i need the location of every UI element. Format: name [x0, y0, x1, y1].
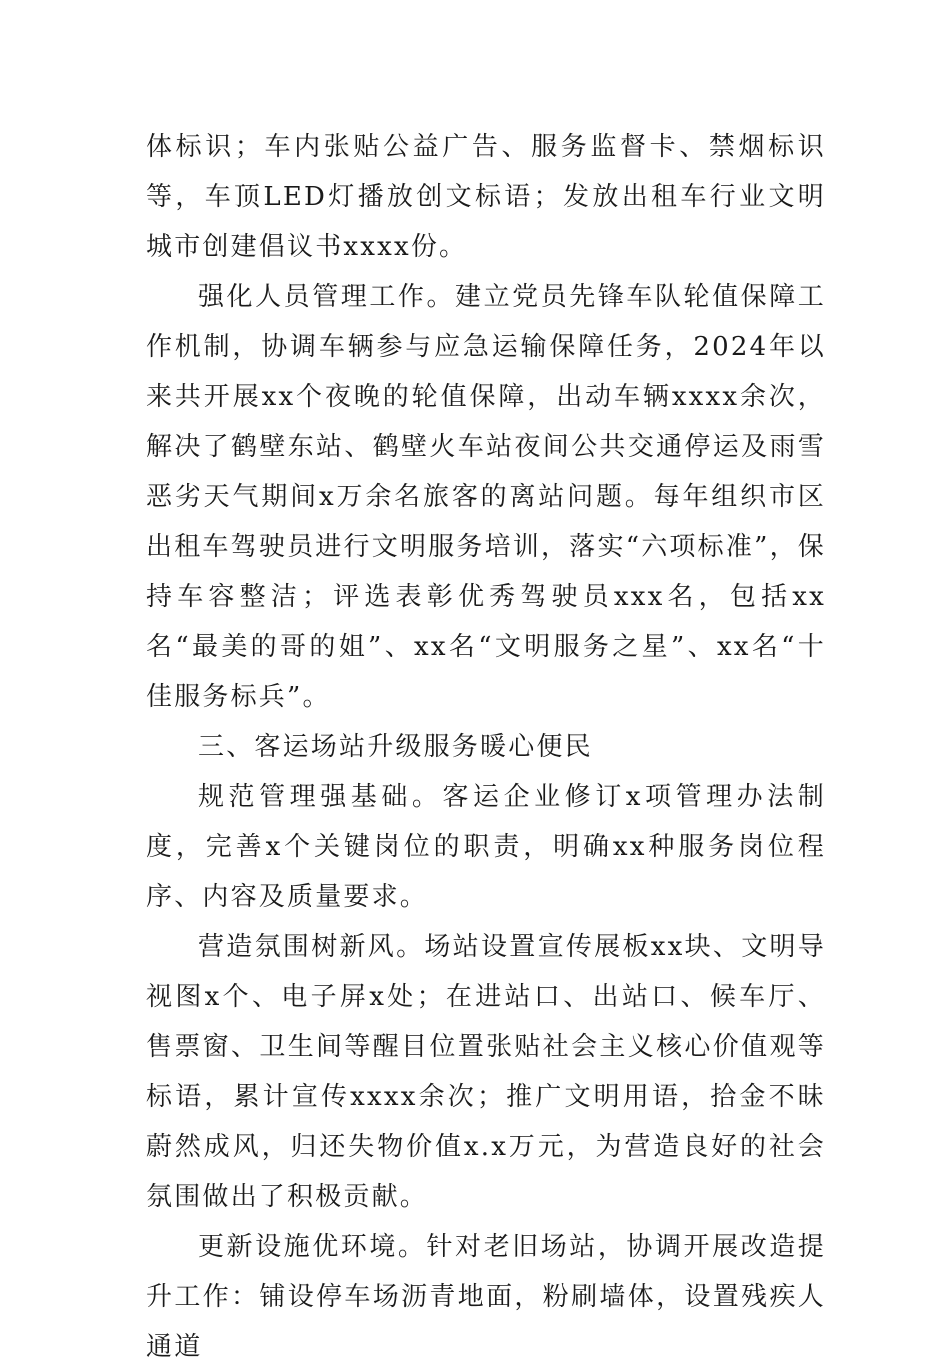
paragraph-personnel-management: 强化人员管理工作。建立党员先锋车队轮值保障工作机制，协调车辆参与应急运输保障任务，2024年以来共开展xx个夜晚的轮值保障，出动车辆xxxx余次，解决了鹤壁东站、鹤壁火车站夜间公共交通停运及雨雪恶劣天气期间x万余名旅客的离站问题。每年组织市区出租车驾驶员进行文明服务培训，落实“六项标准”，保持车容整洁；评选表彰优秀驾驶员xxx名，包括xx名“最美的哥的姐”、xx名“文明服务之星”、xx名“十佳服务标兵”。 — [146, 282, 826, 712]
paragraph-continuation: 体标识；车内张贴公益广告、服务监督卡、禁烟标识等，车顶LED灯播放创文标语；发放出租车行业文明城市创建倡议书xxxx份。 — [146, 132, 826, 262]
paragraph-standard-management: 规范管理强基础。客运企业修订x项管理办法制度，完善x个关键岗位的职责，明确xx种服务岗位程序、内容及质量要求。 — [146, 782, 826, 912]
paragraph-facilities: 更新设施优环境。针对老旧场站，协调开展改造提升工作：铺设停车场沥青地面，粉刷墙体，设置残疾人通道 — [146, 1232, 826, 1362]
section-heading: 三、客运场站升级服务暖心便民 — [198, 732, 593, 762]
paragraph-atmosphere: 营造氛围树新风。场站设置宣传展板xx块、文明导视图x个、电子屏x处；在进站口、出站口、候车厅、售票窗、卫生间等醒目位置张贴社会主义核心价值观等标语，累计宣传xxxx余次；推广文明用语，拾金不昧蔚然成风，归还失物价值x.x万元，为营造良好的社会氛围做出了积极贡献。 — [146, 932, 826, 1212]
document-body — [146, 122, 826, 1372]
